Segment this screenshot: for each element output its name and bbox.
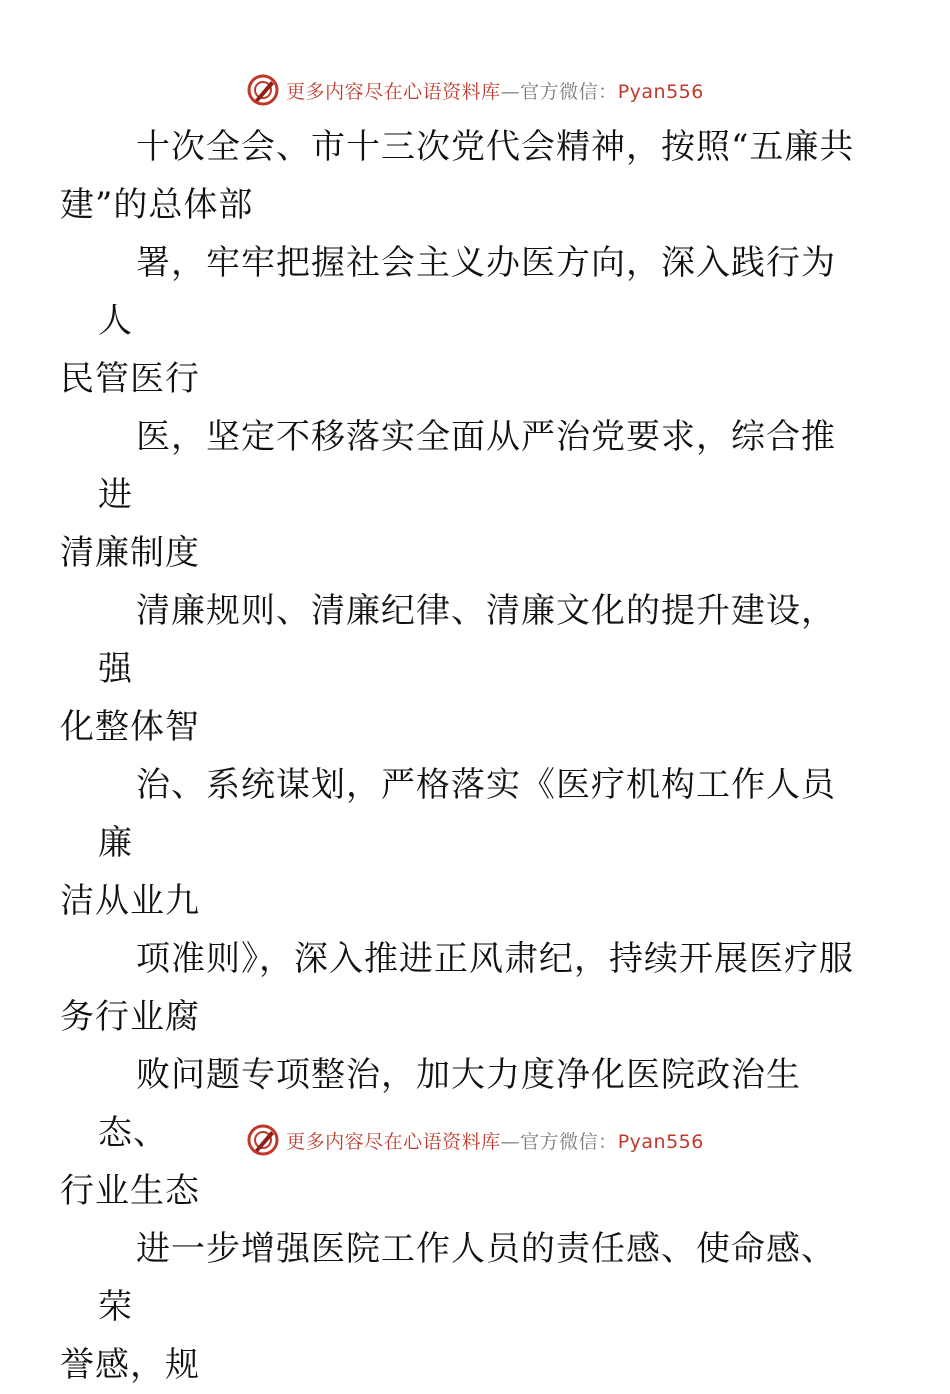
paragraph-line: 清廉规则、清廉纪律、清廉文化的提升建设，强 [98,591,836,689]
paragraph-line: 败问题专项整治，加大力度净化医院政治生态、 [98,1055,801,1153]
pen-logo-icon [246,73,280,107]
paragraph-line: 洁从业九 [60,881,200,921]
paragraph [60,234,858,408]
paragraph [60,118,858,234]
paragraph [60,930,858,1046]
header-watermark [0,70,950,110]
paragraph-line: 清廉制度 [60,533,200,573]
paragraph-line: 治、系统谋划，严格落实《医疗机构工作人员廉 [98,765,836,863]
watermark-site-name: 更多内容尽在心语资料库 [286,1130,501,1153]
paragraph-line: 署，牢牢把握社会主义办医方向，深入践行为人 [98,243,836,341]
watermark-label: 官方微信： [520,80,618,103]
paragraph-line: 建”的总体部 [60,185,254,225]
paragraph [60,408,858,582]
watermark-site-name: 更多内容尽在心语资料库 [286,80,501,103]
paragraph-line: 行业生态 [60,1171,200,1211]
paragraph-line: 誉感，规 [60,1345,200,1385]
watermark-separator: — [500,80,521,103]
footer-watermark [0,1120,950,1160]
document-body [60,118,858,1394]
watermark-wechat-id: Pyan556 [617,1130,704,1153]
paragraph-line: 民管医行 [60,359,200,399]
watermark-wechat-id: Pyan556 [617,80,704,103]
paragraph [60,582,858,756]
watermark-label: 官方微信： [520,1130,618,1153]
paragraph [60,1220,858,1394]
paragraph-line: 项准则》，深入推进正风肃纪，持续开展医疗服 [136,939,854,979]
pen-logo-icon [246,1123,280,1157]
watermark-separator: — [500,1130,521,1153]
paragraph-line: 医，坚定不移落实全面从严治党要求，综合推进 [98,417,836,515]
paragraph-line: 化整体智 [60,707,200,747]
paragraph [60,756,858,930]
paragraph-line: 十次全会、市十三次党代会精神，按照“五廉共 [136,127,855,167]
paragraph-line: 务行业腐 [60,997,200,1037]
paragraph-line: 进一步增强医院工作人员的责任感、使命感、荣 [98,1229,836,1327]
